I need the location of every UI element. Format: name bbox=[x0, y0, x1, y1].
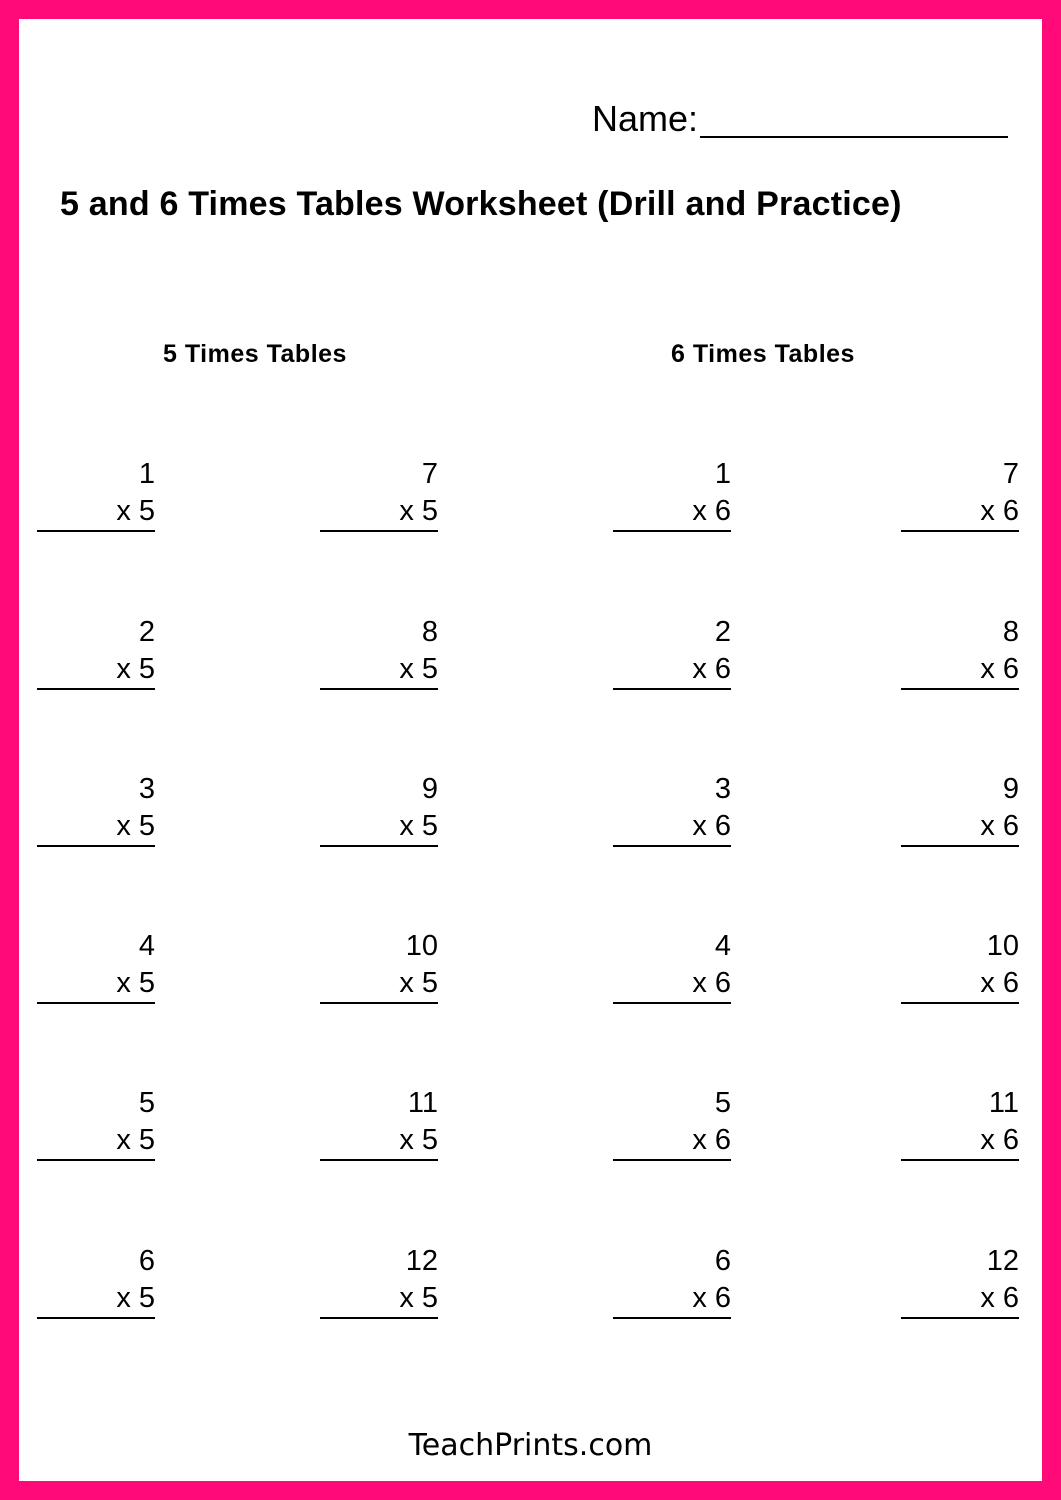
problem-multiplicand: 6 bbox=[138, 1245, 155, 1277]
problem-multiplier: x 6 bbox=[980, 967, 1019, 999]
multiplication-problem bbox=[37, 458, 155, 534]
answer-line bbox=[613, 1159, 731, 1161]
multiplication-problem bbox=[901, 930, 1019, 1006]
section-heading-5-times: 5 Times Tables bbox=[163, 340, 347, 368]
answer-line bbox=[320, 688, 438, 690]
answer-line bbox=[613, 530, 731, 532]
problem-multiplicand: 5 bbox=[714, 1087, 731, 1119]
answer-line bbox=[613, 845, 731, 847]
multiplication-problem bbox=[37, 930, 155, 1006]
answer-line bbox=[613, 1002, 731, 1004]
problem-multiplier: x 5 bbox=[116, 810, 155, 842]
problem-multiplier: x 5 bbox=[116, 967, 155, 999]
multiplication-problem bbox=[37, 616, 155, 692]
problem-multiplier: x 6 bbox=[692, 653, 731, 685]
problem-multiplicand: 10 bbox=[405, 930, 438, 962]
answer-line bbox=[37, 1002, 155, 1004]
problem-multiplier: x 6 bbox=[692, 967, 731, 999]
worksheet-title: 5 and 6 Times Tables Worksheet (Drill and Practice) bbox=[60, 185, 902, 223]
problem-multiplicand: 9 bbox=[1002, 773, 1019, 805]
multiplication-problem bbox=[37, 773, 155, 849]
problem-multiplicand: 7 bbox=[1002, 458, 1019, 490]
multiplication-problem bbox=[613, 773, 731, 849]
problem-multiplicand: 7 bbox=[421, 458, 438, 490]
problem-multiplier: x 6 bbox=[692, 1282, 731, 1314]
answer-line bbox=[613, 1317, 731, 1319]
answer-line bbox=[901, 845, 1019, 847]
answer-line bbox=[320, 845, 438, 847]
multiplication-problem bbox=[613, 616, 731, 692]
problem-multiplier: x 5 bbox=[116, 495, 155, 527]
answer-line bbox=[901, 688, 1019, 690]
problem-multiplier: x 6 bbox=[692, 495, 731, 527]
footer-brand: TeachPrints.com bbox=[408, 1428, 653, 1463]
multiplication-problem bbox=[320, 616, 438, 692]
problem-multiplier: x 6 bbox=[692, 1124, 731, 1156]
problem-multiplicand: 4 bbox=[138, 930, 155, 962]
answer-line bbox=[901, 530, 1019, 532]
answer-line bbox=[37, 1317, 155, 1319]
multiplication-problem bbox=[320, 1245, 438, 1321]
answer-line bbox=[37, 1159, 155, 1161]
problem-multiplier: x 6 bbox=[980, 495, 1019, 527]
problem-multiplier: x 6 bbox=[980, 1282, 1019, 1314]
name-label: Name: bbox=[592, 98, 699, 139]
problem-multiplicand: 12 bbox=[405, 1245, 438, 1277]
answer-line bbox=[37, 688, 155, 690]
problem-multiplier: x 5 bbox=[399, 495, 438, 527]
multiplication-problem bbox=[320, 1087, 438, 1163]
problem-multiplicand: 4 bbox=[714, 930, 731, 962]
multiplication-problem bbox=[320, 773, 438, 849]
answer-line bbox=[320, 1317, 438, 1319]
problem-multiplicand: 9 bbox=[421, 773, 438, 805]
name-field-line bbox=[700, 136, 1008, 138]
problem-multiplier: x 5 bbox=[116, 1282, 155, 1314]
problem-multiplier: x 5 bbox=[116, 1124, 155, 1156]
problem-multiplier: x 6 bbox=[980, 810, 1019, 842]
multiplication-problem bbox=[901, 616, 1019, 692]
multiplication-problem bbox=[320, 458, 438, 534]
problem-multiplier: x 5 bbox=[399, 967, 438, 999]
answer-line bbox=[37, 845, 155, 847]
problem-multiplicand: 5 bbox=[138, 1087, 155, 1119]
answer-line bbox=[320, 1002, 438, 1004]
problem-multiplier: x 6 bbox=[692, 810, 731, 842]
problem-multiplicand: 2 bbox=[138, 616, 155, 648]
section-heading-6-times: 6 Times Tables bbox=[671, 340, 855, 368]
problem-multiplier: x 5 bbox=[116, 653, 155, 685]
answer-line bbox=[613, 688, 731, 690]
multiplication-problem bbox=[37, 1087, 155, 1163]
answer-line bbox=[320, 530, 438, 532]
problem-multiplicand: 8 bbox=[1002, 616, 1019, 648]
multiplication-problem bbox=[901, 1087, 1019, 1163]
problem-multiplicand: 11 bbox=[988, 1087, 1019, 1119]
problem-multiplicand: 3 bbox=[714, 773, 731, 805]
problem-multiplier: x 6 bbox=[980, 1124, 1019, 1156]
problem-multiplicand: 6 bbox=[714, 1245, 731, 1277]
problem-multiplier: x 5 bbox=[399, 653, 438, 685]
multiplication-problem bbox=[613, 458, 731, 534]
answer-line bbox=[37, 530, 155, 532]
problem-multiplier: x 5 bbox=[399, 810, 438, 842]
multiplication-problem bbox=[320, 930, 438, 1006]
problem-multiplicand: 8 bbox=[421, 616, 438, 648]
problem-multiplicand: 12 bbox=[986, 1245, 1019, 1277]
answer-line bbox=[901, 1002, 1019, 1004]
problem-multiplier: x 5 bbox=[399, 1282, 438, 1314]
problem-multiplicand: 1 bbox=[138, 458, 155, 490]
problem-multiplier: x 6 bbox=[980, 653, 1019, 685]
multiplication-problem bbox=[901, 1245, 1019, 1321]
multiplication-problem bbox=[613, 1245, 731, 1321]
multiplication-problem bbox=[37, 1245, 155, 1321]
multiplication-problem bbox=[613, 930, 731, 1006]
answer-line bbox=[901, 1317, 1019, 1319]
multiplication-problem bbox=[901, 458, 1019, 534]
answer-line bbox=[901, 1159, 1019, 1161]
multiplication-problem bbox=[901, 773, 1019, 849]
problem-multiplicand: 10 bbox=[986, 930, 1019, 962]
problem-multiplicand: 11 bbox=[407, 1087, 438, 1119]
problem-multiplicand: 3 bbox=[138, 773, 155, 805]
multiplication-problem bbox=[613, 1087, 731, 1163]
problem-multiplicand: 1 bbox=[714, 458, 731, 490]
answer-line bbox=[320, 1159, 438, 1161]
problem-multiplicand: 2 bbox=[714, 616, 731, 648]
problem-multiplier: x 5 bbox=[399, 1124, 438, 1156]
